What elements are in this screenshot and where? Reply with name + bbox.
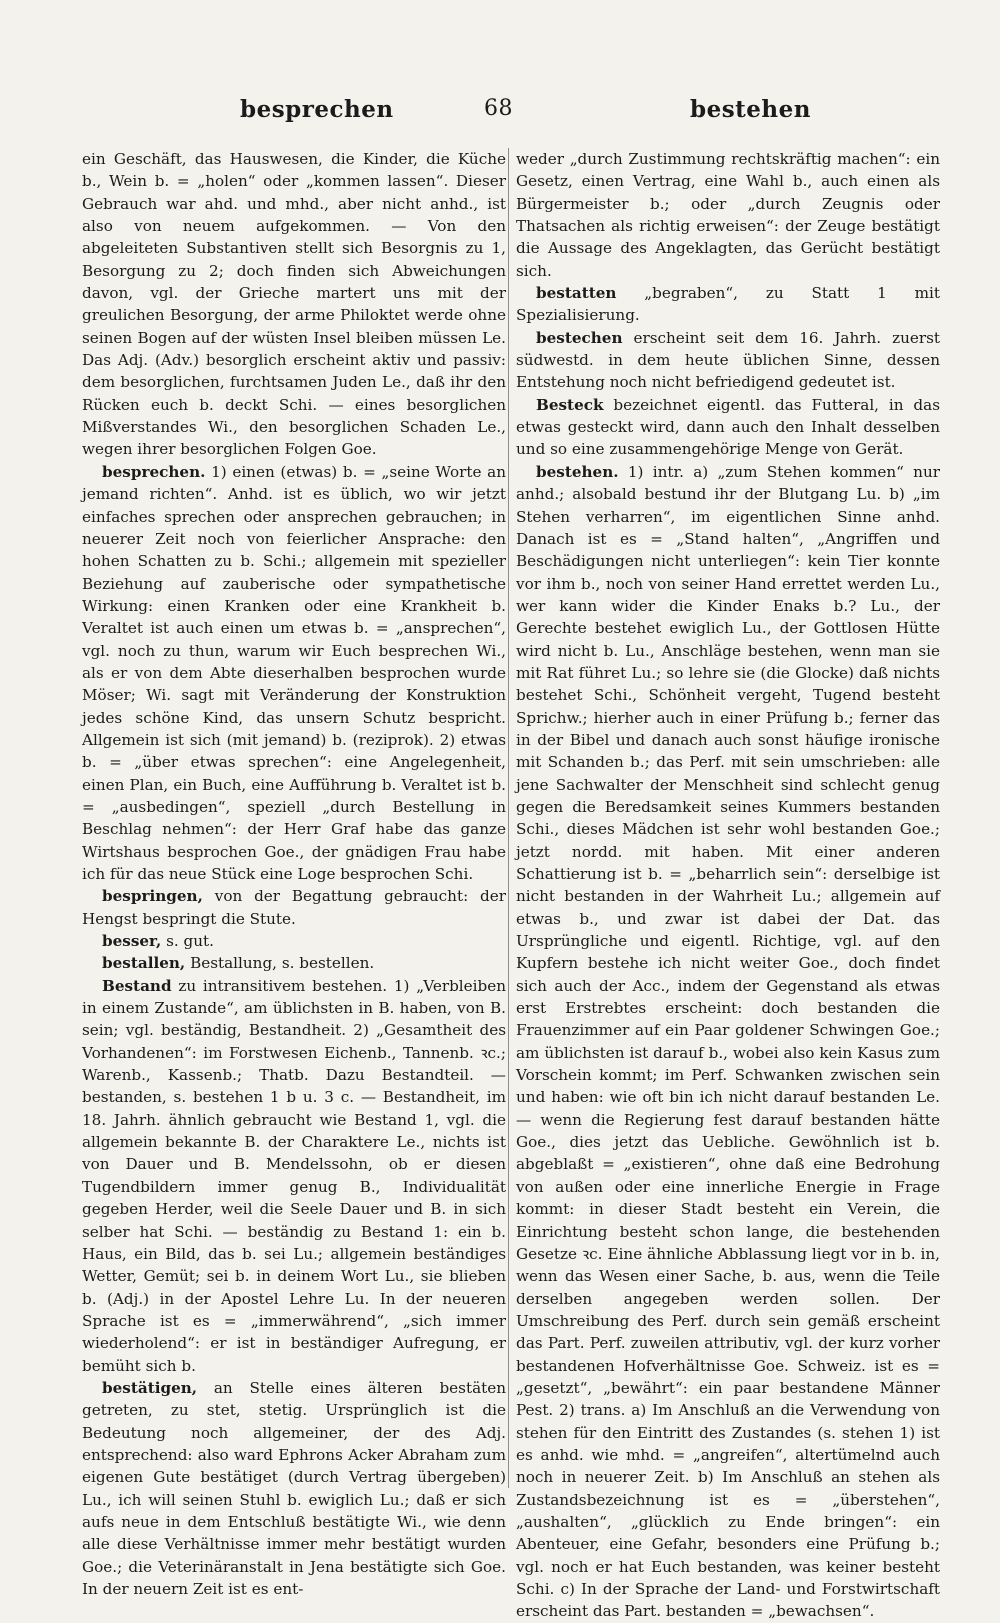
entry-bestaetigen	[82, 1377, 506, 1600]
entry-text: „begraben“, zu Statt 1 mit Spezialisierung.	[516, 284, 940, 325]
entry-bestand	[82, 975, 506, 1377]
entry-text: s. gut.	[166, 932, 214, 951]
headword: bestehen.	[536, 462, 619, 481]
headword: besprechen.	[102, 462, 206, 481]
headword: bestatten	[536, 284, 617, 303]
headword: Besteck	[536, 395, 604, 414]
entry-continuation	[516, 148, 940, 282]
entry-bestallen	[82, 952, 506, 974]
entry-continuation	[82, 148, 506, 461]
entry-text: weder „durch Zustimmung rechtskräftig machen“: ein Gesetz, einen Vertrag, eine Wahl b., auch einen als Bürgermeister b.; oder „durch Zeugnis oder Thatsachen als richtig erweisen“: der Zeuge bestätigt die Aussage des Angeklagten, das Gerücht bestätigt sich.	[516, 150, 940, 280]
left-column	[82, 148, 506, 1598]
entry-text: ein Geschäft, das Hauswesen, die Kinder, die Küche b., Wein b. = „holen“ oder „kommen lassen“. Dieser Gebrauch war ahd. und mhd., aber nicht anhd., ist also von neuem aufgekommen. — Von den abgeleiteten Substantiven stellt sich Besorgnis zu 1, Besorgung zu 2; doch finden sich Abweichungen davon, vgl. der Grieche martert uns mit der greulichen Besorgung, der arme Philoktet werde ohne seinen Bogen auf der wüsten Insel bleiben müssen Le. Das Adj. (Adv.) besorglich erscheint aktiv und passiv: dem besorglichen, furchtsamen Juden Le., daß ihr den Rücken euch b. deckt Schi. — eines besorglichen Mißverstandes Wi., den besorglichen Schaden Le., wegen ihrer besorglichen Folgen Goe.	[82, 150, 506, 459]
headword: bestallen,	[102, 954, 186, 973]
entry-text: zu intransitivem bestehen. 1) „Verbleiben in einem Zustande“, am üblichsten in B. haben, von B. sein; vgl. beständig, Bestandheit. 2) „Gesamtheit des Vorhandenen“: im Forstwesen Eichenb., Tannenb. ꝛc.; Warenb., Kassenb.; Thatb. Dazu Bestandteil. — bestanden, s. bestehen 1 b u. 3 c. — Bestandheit, im 18. Jahrh. ähnlich gebraucht wie Bestand 1, vgl. die allgemein bekannte B. der Charaktere Le., nichts ist von Dauer und B. Mendelssohn, ob er diesen Tugendbildern immer genug B., Individualität gegeben Herder, weil die Seele Dauer und B. in sich selber hat Schi. — beständig zu Bestand 1: ein b. Haus, ein Bild, das b. sei Lu.; allgemein beständiges Wetter, Gemüt; sei b. in deinem Wort Lu., sie blieben b. (Adj.) in der Apostel Lehre Lu. In der neueren Sprache ist es = „immerwährend“, „sich immer wiederholend“: er ist in beständiger Aufregung, er bemüht sich b.	[82, 976, 506, 1375]
page-number: 68	[484, 96, 513, 121]
entry-text: bezeichnet eigentl. das Futteral, in das etwas gesteckt wird, dann auch den Inhalt desselben und so eine zusammengehörige Menge von Gerät.	[516, 395, 941, 459]
entry-bestatten	[516, 282, 940, 327]
entry-bestechen	[516, 327, 940, 394]
headword: bestätigen,	[102, 1378, 198, 1397]
entry-text: von der Begattung gebraucht: der Hengst bespringt die Stute.	[82, 887, 506, 928]
running-head-left: besprechen	[240, 96, 394, 123]
headword: besser,	[102, 932, 162, 951]
entry-text: Bestallung, s. bestellen.	[190, 954, 375, 973]
entry-besser	[82, 930, 506, 952]
entry-text: an Stelle eines älteren bestäten getreten, zu stet, stetig. Ursprünglich ist die Bedeutung noch allgemeiner, der des Adj. entsprechend: also ward Ephrons Acker Abraham zum eigenen Gute bestätiget (durch Vertrag übergeben) Lu., ich will seinen Stuhl b. ewiglich Lu.; daß er sich aufs neue in dem Entschluß bestätigte Wi., wie denn alle diese Verhältnisse immer mehr bestätigt wurden Goe.; die Veterinäranstalt in Jena bestätigte sich Goe. In der neuern Zeit ist es ent-	[82, 1378, 506, 1598]
right-column	[516, 148, 941, 1621]
headword: bestechen	[536, 328, 623, 347]
entry-text: 1) einen (etwas) b. = „seine Worte an jemand richten“. Anhd. ist es üblich, wo wir jetzt einfaches sprechen oder ansprechen gebrauchen; in neuerer Zeit noch von feierlicher Ansprache: den hohen Schatten zu b. Schi.; allgemein mit spezieller Beziehung auf zauberische oder sympathetische Wirkung: einen Kranken oder eine Krankheit b. Veraltet ist auch einen um etwas b. = „ansprechen“, vgl. noch zu thun, warum wir Euch besprechen Wi., als er von dem Abte dieserhalben besprochen wurde Möser; Wi. sagt mit Veränderung der Konstruktion jedes schöne Kind, das unsern Schutz bespricht. Allgemein ist sich (mit jemand) b. (reziprok). 2) etwas b. = „über etwas sprechen“: eine Angelegenheit, einen Plan, ein Buch, eine Aufführung b. Veraltet ist b. = „ausbedingen“, speziell „durch Bestellung in Beschlag nehmen“: der Herr Graf habe das ganze Wirtshaus besprochen Goe., der gnädigen Frau habe ich für das neue Stück eine Loge besprochen Schi.	[82, 462, 506, 883]
entry-text: 1) intr. a) „zum Stehen kommen“ nur anhd.; alsobald bestund ihr der Blutgang Lu. b) „im Stehen verharren“, im eigentlichen Sinne anhd. Danach ist es = „Stand halten“, „Angriffen und Beschädigungen nicht unterliegen“: kein Tier konnte vor ihm b., noch von seiner Hand errettet werden Lu., wer kann wider die Kinder Enaks b.? Lu., der Gerechte bestehet ewiglich Lu., der Gottlosen Hütte wird nicht b. Lu., Anschläge bestehen, wenn man sie mit Rat führet Lu.; so lehre sie (die Glocke) daß nichts bestehet Schi., Schönheit vergeht, Tugend besteht Sprichw.; hierher auch in einer Prüfung b.; ferner das in der Bibel und danach auch sonst häufige ironische mit Schanden b.; das Perf. mit sein umschrieben: alle jene Sachwalter der Menschheit sind schlecht genug gegen die Beredsamkeit seines Kummers bestanden Schi., dieses Mädchen ist sehr wohl bestanden Goe.; jetzt nordd. mit haben. Mit einer anderen Schattierung ist b. = „beharrlich sein“: derselbige ist nicht bestanden in der Wahrheit Lu.; allgemein auf etwas b., und zwar ist dabei der Dat. das Ursprüngliche und eigentl. Richtige, vgl. auf den Kupfern bestehe ich nicht weiter Goe., doch findet sich auch der Acc., indem der Gegenstand als etwas erst Erstrebtes erscheint: doch bestanden die Frauenzimmer auf ein Paar goldener Schwingen Goe.; am üblichsten ist darauf b., wobei also kein Kasus zum Vorschein kommt; im Perf. Schwanken zwischen sein und haben: wie oft bin ich nicht darauf bestanden Le. — wenn die Regierung fest darauf bestanden hätte Goe., dies jetzt das Uebliche. Gewöhnlich ist b. abgeblaßt = „existieren“, ohne daß eine Bedrohung von außen oder eine innerliche Energie in Frage kommt: in dieser Stadt besteht ein Verein, die Einrichtung besteht schon lange, die bestehenden Gesetze ꝛc. Eine ähnliche Abblassung liegt vor in b. in, wenn das Wesen einer Sache, b. aus, wenn die Teile derselben angegeben werden sollen. Der Umschreibung des Perf. durch sein gemäß erscheint das Part. Perf. zuweilen attributiv, vgl. der kurz vorher bestandenen Hofverhältnisse Goe. Schweiz. ist es = „gesetzt“, „bewährt“: ein paar bestandene Männer Pest. 2) trans. a) Im Anschluß an die Verwendung von stehen für den Eintritt des Zustandes (s. stehen 1) ist es anhd. wie mhd. = „angreifen“, altertümelnd auch noch in neuerer Zeit. b) Im Anschluß an stehen als Zustandsbezeichnung ist es = „überstehen“, „aushalten“, „glücklich zu Ende bringen“: ein Abenteuer, eine Gefahr, besonders eine Prüfung b.; vgl. noch er hat Euch bestanden, was keiner besteht Schi. c) In der Sprache der Land- und Forstwirtschaft erscheint das Part. bestanden = „bewachsen“.	[516, 462, 940, 1621]
headword: Bestand	[102, 976, 172, 995]
entry-bestehen	[516, 461, 940, 1623]
entry-bespringen	[82, 885, 506, 930]
headword: bespringen,	[102, 887, 203, 906]
running-head-right: bestehen	[690, 96, 811, 123]
entry-besprechen	[82, 461, 506, 886]
entry-text: erscheint seit dem 16. Jahrh. zuerst südwestd. in dem heute üblichen Sinne, dessen Entstehung noch nicht befriedigend gedeutet ist.	[516, 328, 940, 392]
entry-besteck	[516, 394, 940, 461]
column-divider	[508, 148, 509, 1488]
page-header	[0, 96, 1000, 136]
